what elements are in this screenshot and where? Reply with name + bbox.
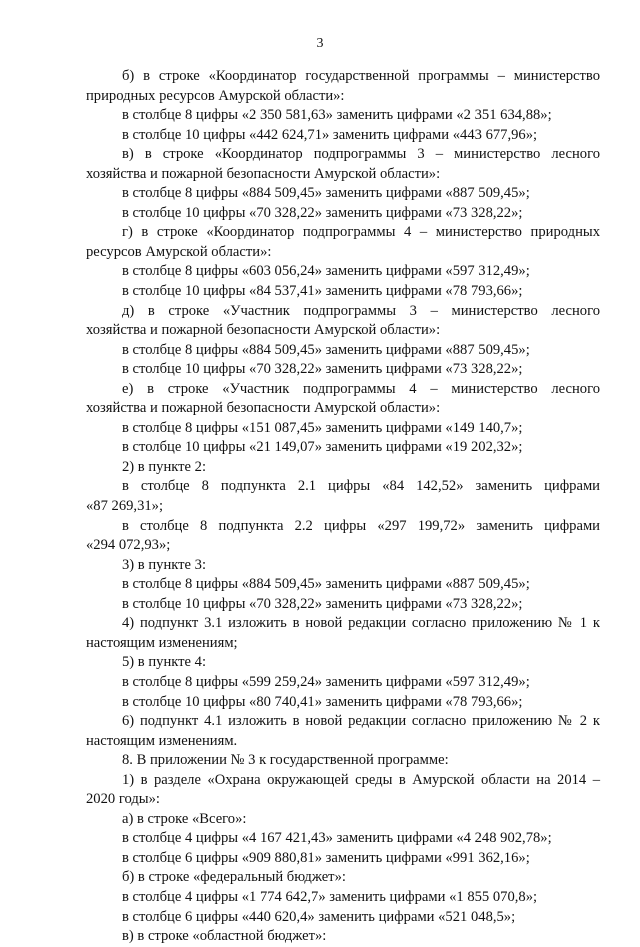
text-line: 8. В приложении № 3 к государственной программе: xyxy=(122,752,449,769)
text-line: в столбце 6 цифры «440 620,4» заменить цифрами «521 048,5»; xyxy=(122,908,516,925)
text-line: в столбце 8 подпункта 2.1 цифры «84 142,52» заменить цифрами xyxy=(122,478,600,495)
text-line: в) в строке «областной бюджет»: xyxy=(122,928,327,945)
text-line: в столбце 8 цифры «884 509,45» заменить цифрами «887 509,45»; xyxy=(122,185,530,202)
text-line: 5) в пункте 4: xyxy=(122,654,207,671)
text-line: в столбце 10 цифры «70 328,22» заменить цифрами «73 328,22»; xyxy=(122,361,523,378)
text-line: 2) в пункте 2: xyxy=(122,458,207,475)
text-line: в столбце 10 цифры «70 328,22» заменить цифрами «73 328,22»; xyxy=(122,595,523,612)
text-line: 3) в пункте 3: xyxy=(122,556,207,573)
text-line: в столбце 8 цифры «884 509,45» заменить цифрами «887 509,45»; xyxy=(122,341,530,358)
document-body xyxy=(86,67,600,947)
text-line: 4) подпункт 3.1 изложить в новой редакции согласно приложению № 1 к xyxy=(122,615,600,632)
text-line: в столбце 6 цифры «909 880,81» заменить цифрами «991 362,16»; xyxy=(122,849,530,866)
text-line: б) в строке «федеральный бюджет»: xyxy=(122,869,346,886)
text-line: в столбце 10 цифры «442 624,71» заменить цифрами «443 677,96»; xyxy=(122,126,538,143)
text-line: 6) подпункт 4.1 изложить в новой редакции согласно приложению № 2 к xyxy=(122,713,600,730)
text-line: настоящим изменениям; xyxy=(86,634,238,651)
text-line: в столбце 4 цифры «4 167 421,43» заменить цифрами «4 248 902,78»; xyxy=(122,830,552,847)
text-line: в столбце 4 цифры «1 774 642,7» заменить цифрами «1 855 070,8»; xyxy=(122,888,538,905)
text-line: «294 072,93»; xyxy=(86,537,171,554)
text-line: «87 269,31»; xyxy=(86,498,164,515)
text-line: в) в строке «Координатор подпрограммы 3 – министерство лесного xyxy=(122,146,600,163)
text-line: д) в строке «Участник подпрограммы 3 – министерство лесного xyxy=(122,302,600,319)
text-line: хозяйства и пожарной безопасности Амурской области»: xyxy=(86,165,441,182)
text-line: в столбце 8 цифры «884 509,45» заменить цифрами «887 509,45»; xyxy=(122,576,530,593)
text-line: в столбце 8 цифры «599 259,24» заменить цифрами «597 312,49»; xyxy=(122,673,530,690)
text-line: 2020 годы»: xyxy=(86,791,160,808)
text-line: природных ресурсов Амурской области»: xyxy=(86,87,345,104)
text-line: хозяйства и пожарной безопасности Амурской области»: xyxy=(86,400,441,417)
text-line: в столбце 8 цифры «151 087,45» заменить цифрами «149 140,7»; xyxy=(122,419,523,436)
text-line: б) в строке «Координатор государственной программы – министерство xyxy=(122,68,600,84)
text-line: в столбце 10 цифры «70 328,22» заменить цифрами «73 328,22»; xyxy=(122,204,523,221)
text-line: г) в строке «Координатор подпрограммы 4 – министерство природных xyxy=(122,224,600,241)
text-line: ресурсов Амурской области»: xyxy=(86,243,272,260)
text-line: в столбце 10 цифры «84 537,41» заменить цифрами «78 793,66»; xyxy=(122,283,523,300)
text-line: а) в строке «Всего»: xyxy=(122,810,247,827)
text-line: в столбце 10 цифры «80 740,41» заменить цифрами «78 793,66»; xyxy=(122,693,523,710)
text-line: 1) в разделе «Охрана окружающей среды в Амурской области на 2014 – xyxy=(122,771,600,788)
text-line: хозяйства и пожарной безопасности Амурской области»: xyxy=(86,322,441,339)
text-line: в столбце 10 цифры «21 149,07» заменить цифрами «19 202,32»; xyxy=(122,439,523,456)
text-line: настоящим изменениям. xyxy=(86,732,238,749)
page-number: 3 xyxy=(316,36,324,51)
text-line: в столбце 8 цифры «2 350 581,63» заменить цифрами «2 351 634,88»; xyxy=(122,107,552,124)
text-line: в столбце 8 цифры «603 056,24» заменить цифрами «597 312,49»; xyxy=(122,263,530,280)
text-line: е) в строке «Участник подпрограммы 4 – министерство лесного xyxy=(122,380,600,397)
text-line: в столбце 8 подпункта 2.2 цифры «297 199,72» заменить цифрами xyxy=(122,517,600,534)
